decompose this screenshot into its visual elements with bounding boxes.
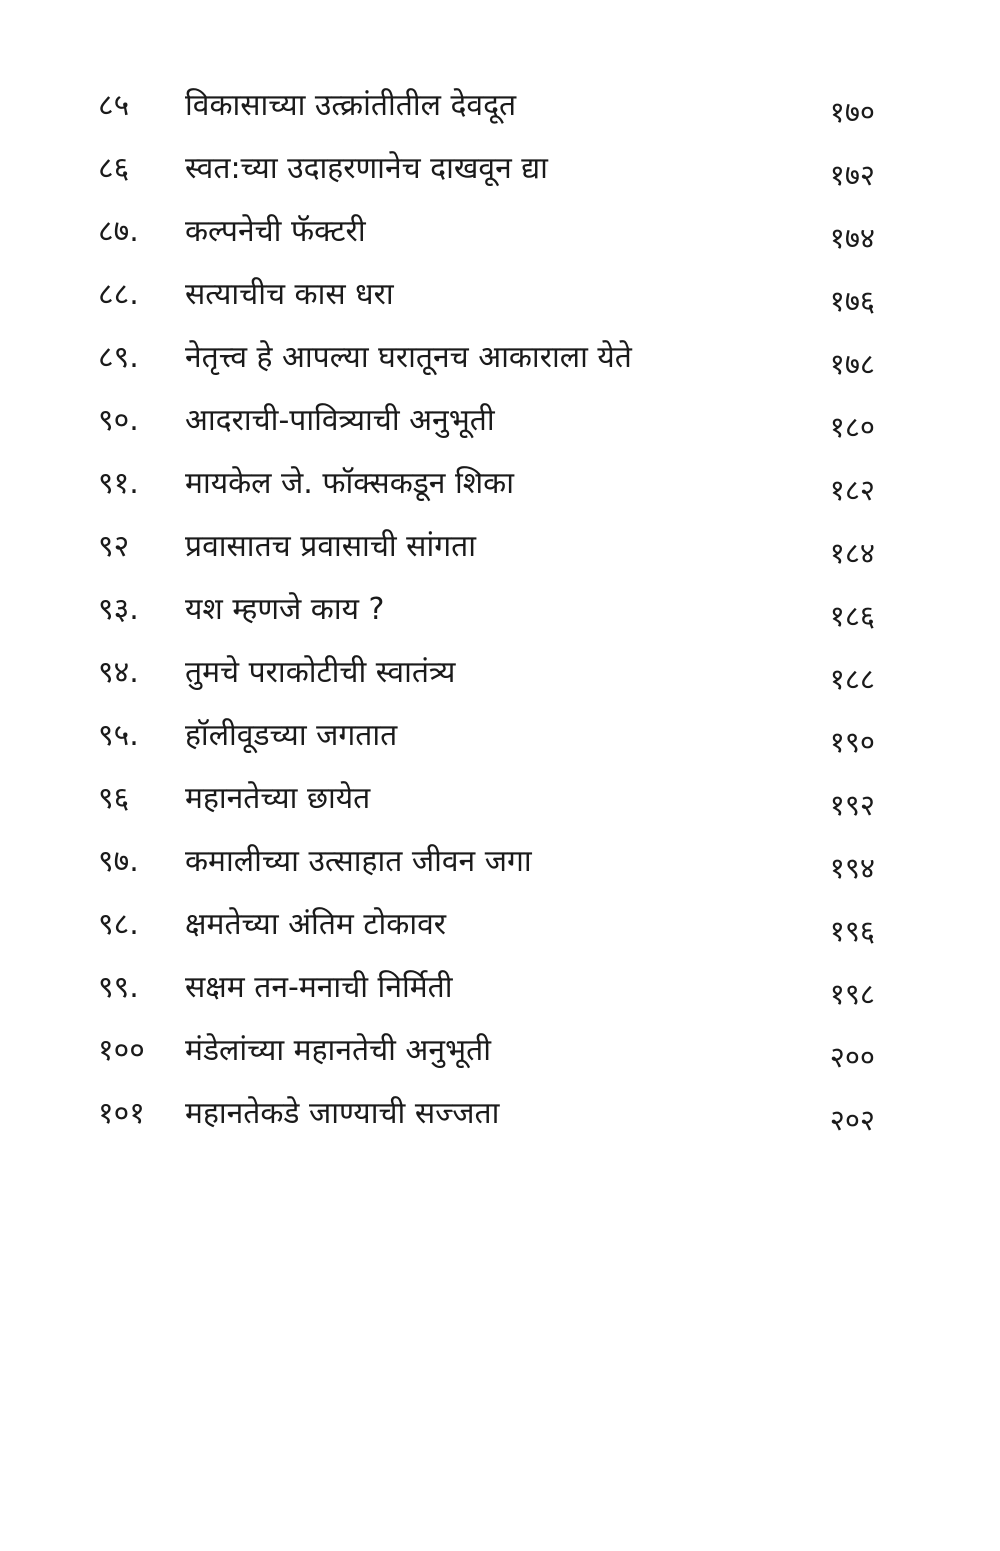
toc-entry	[0, 1021, 1000, 1084]
toc-entry	[0, 391, 1000, 454]
toc-entry	[0, 643, 1000, 706]
chapter-title: विकासाच्या उत्क्रांतीतील देवदूत	[185, 88, 517, 123]
chapter-title: तुमचे पराकोटीची स्वातंत्र्य	[185, 655, 456, 690]
page-number: १८८	[829, 662, 875, 696]
page-number: १८४	[829, 536, 875, 570]
chapter-number: ९२	[98, 529, 130, 564]
toc-entry	[0, 958, 1000, 1021]
chapter-number: ८७.	[98, 214, 139, 249]
page-number: १९४	[829, 851, 875, 885]
toc-entry	[0, 769, 1000, 832]
chapter-number: ९९.	[98, 970, 139, 1005]
page-number: २०२	[829, 1103, 875, 1137]
chapter-title: नेतृत्त्व हे आपल्या घरातूनच आकाराला येते	[185, 340, 632, 375]
page-number: १८२	[829, 473, 875, 507]
chapter-title: आदराची-पावित्र्याची अनुभूती	[185, 403, 495, 438]
toc-entry	[0, 265, 1000, 328]
page-number: १९२	[829, 788, 875, 822]
page-number: २००	[829, 1040, 875, 1074]
toc-entry	[0, 454, 1000, 517]
page-number: १७६	[829, 284, 875, 318]
chapter-title: सक्षम तन-मनाची निर्मिती	[185, 970, 453, 1005]
chapter-number: ८८.	[98, 277, 139, 312]
chapter-title: स्वत:च्या उदाहरणानेच दाखवून द्या	[185, 151, 548, 186]
page-number: १७२	[829, 158, 875, 192]
chapter-title: हॉलीवूडच्या जगतात	[185, 718, 398, 753]
toc-entry	[0, 706, 1000, 769]
chapter-number: ९०.	[98, 403, 139, 438]
page-number: १८०	[829, 410, 875, 444]
chapter-number: ९७.	[98, 844, 139, 879]
chapter-title: प्रवासातच प्रवासाची सांगता	[185, 529, 476, 564]
toc-entry	[0, 202, 1000, 265]
chapter-title: महानतेकडे जाण्याची सज्जता	[185, 1096, 500, 1131]
chapter-number: ९६	[98, 781, 130, 816]
chapter-number: ९४.	[98, 655, 139, 690]
chapter-number: ८५	[98, 88, 130, 123]
chapter-title: महानतेच्या छायेत	[185, 781, 371, 816]
toc-entry	[0, 895, 1000, 958]
chapter-title: मंडेलांच्या महानतेची अनुभूती	[185, 1033, 491, 1068]
chapter-number: १००	[98, 1033, 145, 1068]
page-number: १७०	[829, 95, 875, 129]
toc-entry	[0, 580, 1000, 643]
chapter-number: १०१	[98, 1096, 145, 1131]
page-number: १९८	[829, 977, 875, 1011]
chapter-number: ९३.	[98, 592, 139, 627]
toc-entry	[0, 517, 1000, 580]
page-number: १९६	[829, 914, 875, 948]
chapter-title: कल्पनेची फॅक्टरी	[185, 214, 366, 249]
chapter-number: ९५.	[98, 718, 139, 753]
chapter-title: क्षमतेच्या अंतिम टोकावर	[185, 907, 447, 942]
chapter-number: ९८.	[98, 907, 139, 942]
chapter-title: कमालीच्या उत्साहात जीवन जगा	[185, 844, 532, 879]
chapter-title: सत्याचीच कास धरा	[185, 277, 394, 312]
chapter-title: यश म्हणजे काय ?	[185, 592, 385, 627]
chapter-number: ९१.	[98, 466, 139, 501]
page-number: १९०	[829, 725, 875, 759]
page-number: १७८	[829, 347, 875, 381]
chapter-title: मायकेल जे. फॉक्सकडून शिका	[185, 466, 514, 501]
toc-entry	[0, 76, 1000, 139]
toc-entry	[0, 139, 1000, 202]
toc-entry	[0, 1084, 1000, 1147]
chapter-number: ८९.	[98, 340, 139, 375]
page-number: १८६	[829, 599, 875, 633]
toc-entry	[0, 328, 1000, 391]
table-of-contents	[0, 76, 1000, 1147]
toc-entry	[0, 832, 1000, 895]
chapter-number: ८६	[98, 151, 130, 186]
page-number: १७४	[829, 221, 875, 255]
